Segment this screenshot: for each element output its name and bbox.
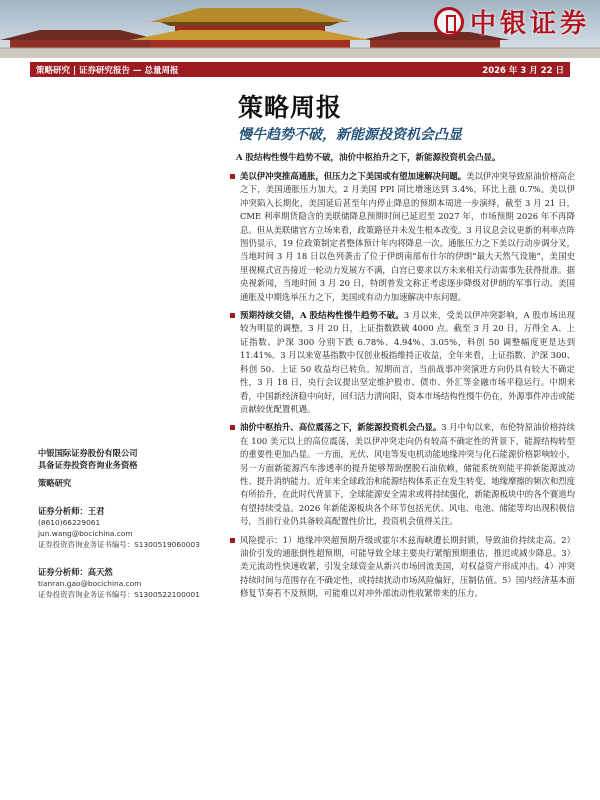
brand-name: 中银证券 [469, 9, 590, 39]
sidebar-info [38, 448, 228, 600]
analyst-email[interactable]: jun.wang@bocichina.com [38, 529, 133, 538]
brand-logo [434, 3, 590, 40]
report-category: 策略研究 | 证券研究报告 — 总量周报 [36, 65, 179, 76]
bullet-new-energy [230, 421, 575, 528]
page-subtitle: 慢牛趋势不破，新能源投资机会凸显 [238, 127, 462, 143]
analyst-cert: 证券投资咨询业务证书编号：S1300522100001 [38, 590, 200, 599]
lead-summary: A 股结构性慢牛趋势不破，油价中枢抬升之下，新能源投资机会凸显。 [236, 153, 501, 163]
bullet-inflation [230, 170, 575, 304]
boc-logo-icon [434, 7, 464, 37]
report-body [230, 170, 575, 606]
org-name: 中银国际证券股份有限公司 [38, 448, 138, 458]
report-category-bar [30, 62, 570, 77]
header-banner-photo [0, 0, 600, 58]
bullet-text: 风险提示：1）地缘冲突超预期升级或霍尔木兹海峡遭长期封锁，导致油价持续走高。2）油价引发的通胀倒性超预期，可能导致全球主要央行紧缩预期重估，推迟或减少降息。3）美元流动性快速收紧，引发全球资金从新兴市场回流美国，对权益资产形成冲击。4）冲突持续时间与范围存在不确定性，或持续扰动市场风险偏好，压制估值。5）国内经济基本面修复节奏若不及预期，可能难以对冲外部流动性收紧带来的压力。 [240, 534, 575, 599]
analyst-cert: 证券投资咨询业务证书编号：S1300519060003 [38, 540, 200, 549]
analyst-name: 证券分析师：王君 [38, 506, 105, 516]
analyst-name: 证券分析师：高天然 [38, 567, 113, 577]
page-title: 策略周报 [238, 93, 343, 122]
analyst-phone: (8610)66229061 [38, 518, 101, 527]
research-section: 策略研究 [38, 478, 72, 488]
bullet-text: 美以伊冲突导致原油价格高企之下，美国通胀压力加大，2 月美国 PPI 同比增速达到 3.4%，环比上涨 0.7%。美以伊冲突陷入长期化，美国延后甚至年内停止降息的预期本周进一步演绎，截至 3 月 21 日，CME 利率期货隐含的美联储降息预期时间已延迟至 2027 年，市场预期 2026 年不再降息。但从美联储官方立场来看，政策路径并未发生根本改变。3 月议息会议更新的利率点阵图仍显示，19 位政策制定者整体预计年内将降息一次。通胀压力之下美以行动步调分叉，当地时间 3 月 18 日以色列袭击了位于伊朗南部布什尔的伊朗“最大天然气设施”，美国史里视模式宣告接近一轮动力发展方不满，白宫已要求以方未来相关行动需事先获得批准。据央视新闻，当地时间 3 月 20 日，特朗普发文称正考虑逐步降级对伊朗的军事行动。美国通胀及中期选举压力之下，美国或有动力加速解决中东问题。 [240, 171, 575, 302]
analyst-email[interactable]: tianran.gao@bocichina.com [38, 579, 142, 588]
bullet-text: 3 月中旬以来，布伦特原油价格持续在 100 美元以上的高位震荡，美以伊冲突走向仍有较高不确定性的背景下，能源结构转型的重要性更加凸显。一方面，光伏、风电等发电机动能地缘冲突与化石能源价格影响较小，另一方面新能源汽车渗透率的提升能够帮助摆脱石油依赖，储能系统则能平抑新能源波动性、提升消纳能力。近年来全球政治和能源结构体系正在发生转变，地缘摩擦的频次和烈度有所抬升，在此时代背景下，全球能源安全需求或将持续强化，新能源板块中的各个赛道均有望持续受益。2026 年新能源板块各个环节包括光伏、风电、电池、储能等均出现积极信号，当前行业仍具备较高配置性价比，投资机会值得关注。 [240, 422, 575, 527]
bullet-lead-in: 美以伊冲突推高通胀，但压力之下美国或有望加速解决问题。 [240, 171, 467, 181]
bullet-risk-warning [230, 534, 575, 601]
bullet-a-share [230, 309, 575, 416]
bullet-lead-in: 预期持续交错，A 股结构性慢牛趋势不破。 [240, 310, 404, 321]
org-qualification: 具备证券投资咨询业务资格 [38, 459, 138, 470]
bullet-lead-in: 油价中枢抬升、高位震荡之下，新能源投资机会凸显。 [240, 422, 442, 433]
bullet-text: 3 月以来，受美以伊冲突影响，A 股市场出现较为明显的调整，3 月 20 日，上证指数跌破 4000 点。截至 3 月 20 日，万得全 A、上证指数、沪深 300 分别下跌 6.78%、4.94%、3.05%，科创 50 调整幅度更是达到 11.41%。3 月以来宽基指数中仅创业板指维持正收益，全年来看，上证指数、沪深 300、科创 50、上证 50 收益均已转负。短期而言，当前战事冲突演进方向仍具有较大不确定性，3 月 18 日，央行会议提出坚定维护股市、债市、外汇等金融市场平稳运行。中期来看，中国新经济稳中向好，回归活力清向阳，资本市场结构性慢牛仍在，外源事件冲击或能贡献较优配置机遇。 [240, 310, 575, 414]
report-date: 2026 年 3 月 22 日 [482, 65, 564, 76]
